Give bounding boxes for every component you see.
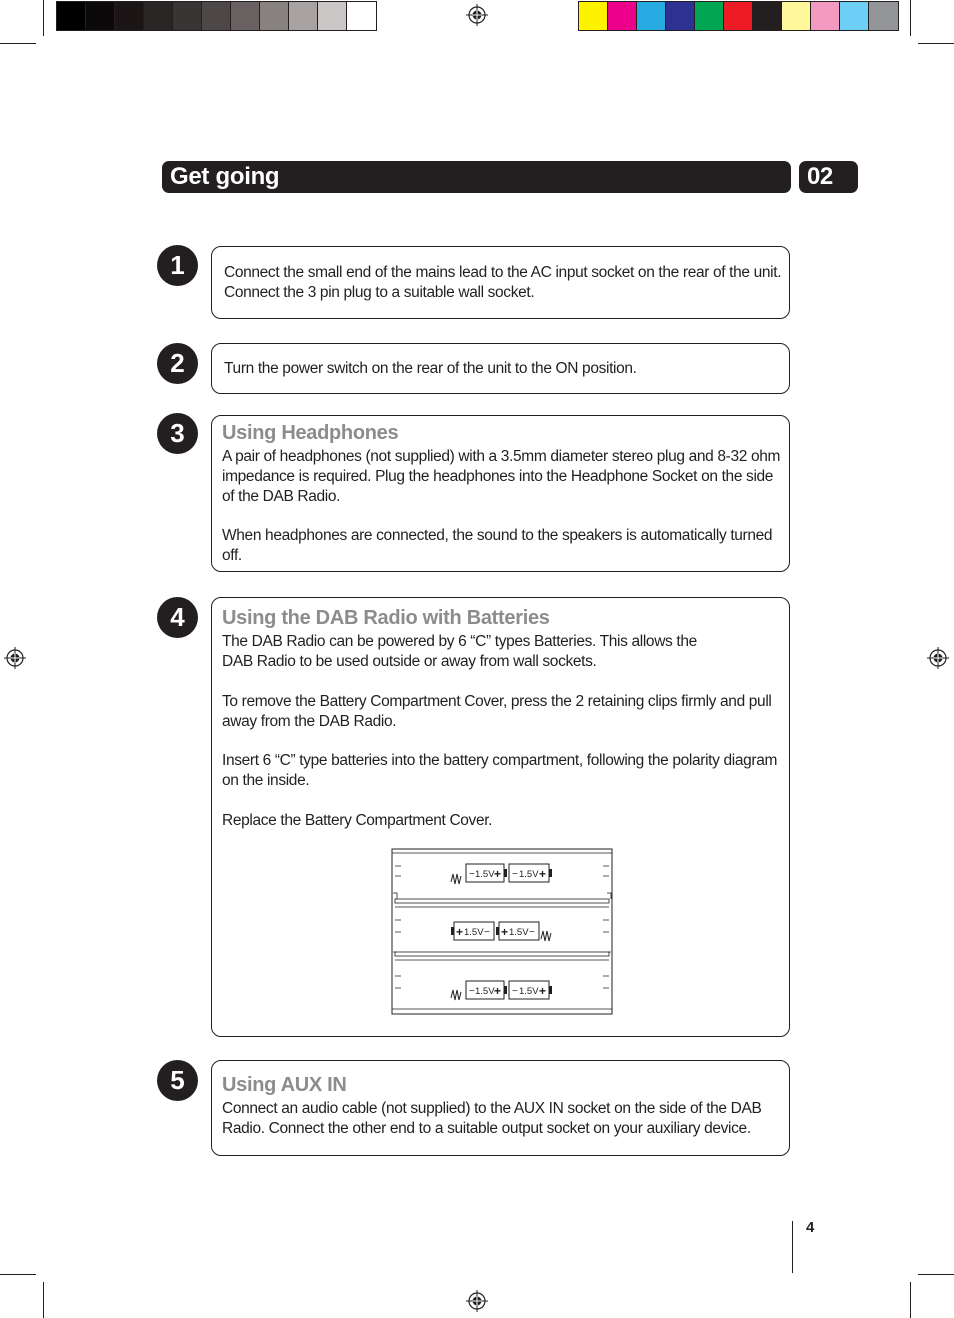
step-number-5: 5	[157, 1060, 198, 1101]
color-swatch	[86, 2, 115, 30]
color-swatch	[144, 2, 173, 30]
registration-target-icon	[466, 1290, 488, 1312]
svg-text:−: −	[484, 927, 490, 938]
step-3-paragraph: When headphones are connected, the sound to the speakers is automatically turned off.	[222, 527, 773, 564]
color-swatch	[782, 2, 811, 30]
color-swatch	[347, 2, 376, 30]
svg-text:−: −	[512, 986, 518, 997]
color-swatch	[231, 2, 260, 30]
color-swatch	[260, 2, 289, 30]
step-5-heading: Using AUX IN	[222, 1074, 347, 1096]
color-swatch	[202, 2, 231, 30]
step-number-4: 4	[157, 597, 198, 638]
svg-text:+: +	[494, 984, 502, 998]
color-swatch	[57, 2, 86, 30]
registration-target-icon	[927, 647, 949, 669]
cell-voltage-label: 1.5V	[475, 986, 495, 997]
crop-mark	[0, 43, 36, 44]
svg-text:−: −	[529, 927, 535, 938]
color-swatch	[666, 2, 695, 30]
svg-text:−: −	[469, 869, 475, 880]
color-swatch	[753, 2, 782, 30]
svg-text:+: +	[494, 867, 502, 881]
svg-text:−: −	[469, 986, 475, 997]
color-swatch	[869, 2, 898, 30]
color-swatch	[695, 2, 724, 30]
page-number-rule	[792, 1221, 793, 1273]
chapter-number-badge	[799, 161, 858, 193]
chapter-number: 02	[807, 163, 833, 190]
process-color-bar	[578, 1, 899, 31]
grayscale-color-bar	[56, 1, 377, 31]
color-swatch	[318, 2, 347, 30]
step-3-paragraph: A pair of headphones (not supplied) with a 3.5mm diameter stereo plug and 8-32 ohm impedance is required. Plug the headphones into the Headphone Socket on the side of the DAB Radio.	[222, 448, 781, 505]
cell-voltage-label: 1.5V	[509, 927, 529, 938]
crop-mark	[918, 1274, 954, 1275]
svg-text:+: +	[539, 984, 547, 998]
cell-voltage-label: 1.5V	[519, 986, 539, 997]
page-number: 4	[806, 1219, 815, 1236]
color-swatch	[115, 2, 144, 30]
registration-target-icon	[4, 647, 26, 669]
section-title-bar	[162, 161, 791, 193]
step-1-text: Connect the small end of the mains lead to the AC input socket on the rear of the unit. Connect the 3 pin plug to a suitable wall socket.	[224, 264, 782, 301]
crop-mark	[43, 1282, 44, 1318]
color-swatch	[173, 2, 202, 30]
step-number-3: 3	[157, 413, 198, 454]
svg-text:+: +	[501, 925, 509, 939]
crop-mark	[918, 43, 954, 44]
step-number-1: 1	[157, 245, 198, 286]
section-title: Get going	[170, 163, 280, 190]
color-swatch	[840, 2, 869, 30]
crop-mark	[0, 1274, 36, 1275]
step-5-box	[211, 1060, 790, 1156]
step-3-heading: Using Headphones	[222, 422, 399, 444]
cell-voltage-label: 1.5V	[519, 869, 539, 880]
step-4-paragraph: To remove the Battery Compartment Cover, press the 2 retaining clips firmly and pull away from the DAB Radio.	[222, 693, 772, 730]
step-1-box	[211, 246, 790, 319]
step-4-paragraph: Replace the Battery Compartment Cover.	[222, 812, 493, 829]
step-5-paragraph: Connect an audio cable (not supplied) to the AUX IN socket on the side of the DAB Radio. Connect the other end to a suitable output socket on your auxiliary device.	[222, 1100, 762, 1137]
color-swatch	[637, 2, 666, 30]
color-swatch	[579, 2, 608, 30]
svg-text:+: +	[456, 925, 464, 939]
cell-voltage-label: 1.5V	[475, 869, 495, 880]
crop-mark	[43, 0, 44, 36]
cell-voltage-label: 1.5V	[464, 927, 484, 938]
step-number-2: 2	[157, 343, 198, 384]
crop-mark	[910, 0, 911, 36]
battery-polarity-diagram	[391, 848, 613, 1015]
color-swatch	[724, 2, 753, 30]
step-2-text: Turn the power switch on the rear of the unit to the ON position.	[224, 360, 637, 377]
color-swatch	[811, 2, 840, 30]
step-3-box	[211, 415, 790, 572]
color-swatch	[608, 2, 637, 30]
registration-target-icon	[466, 4, 488, 26]
color-swatch	[289, 2, 318, 30]
step-4-heading: Using the DAB Radio with Batteries	[222, 607, 550, 629]
crop-mark	[910, 1282, 911, 1318]
step-2-box	[211, 343, 790, 394]
step-4-paragraph: The DAB Radio can be powered by 6 “C” types Batteries. This allows the DAB Radio to be used outside or away from wall sockets.	[222, 633, 697, 670]
svg-text:−: −	[512, 869, 518, 880]
svg-text:+: +	[539, 867, 547, 881]
step-4-paragraph: Insert 6 “C” type batteries into the battery compartment, following the polarity diagram on the inside.	[222, 752, 778, 789]
